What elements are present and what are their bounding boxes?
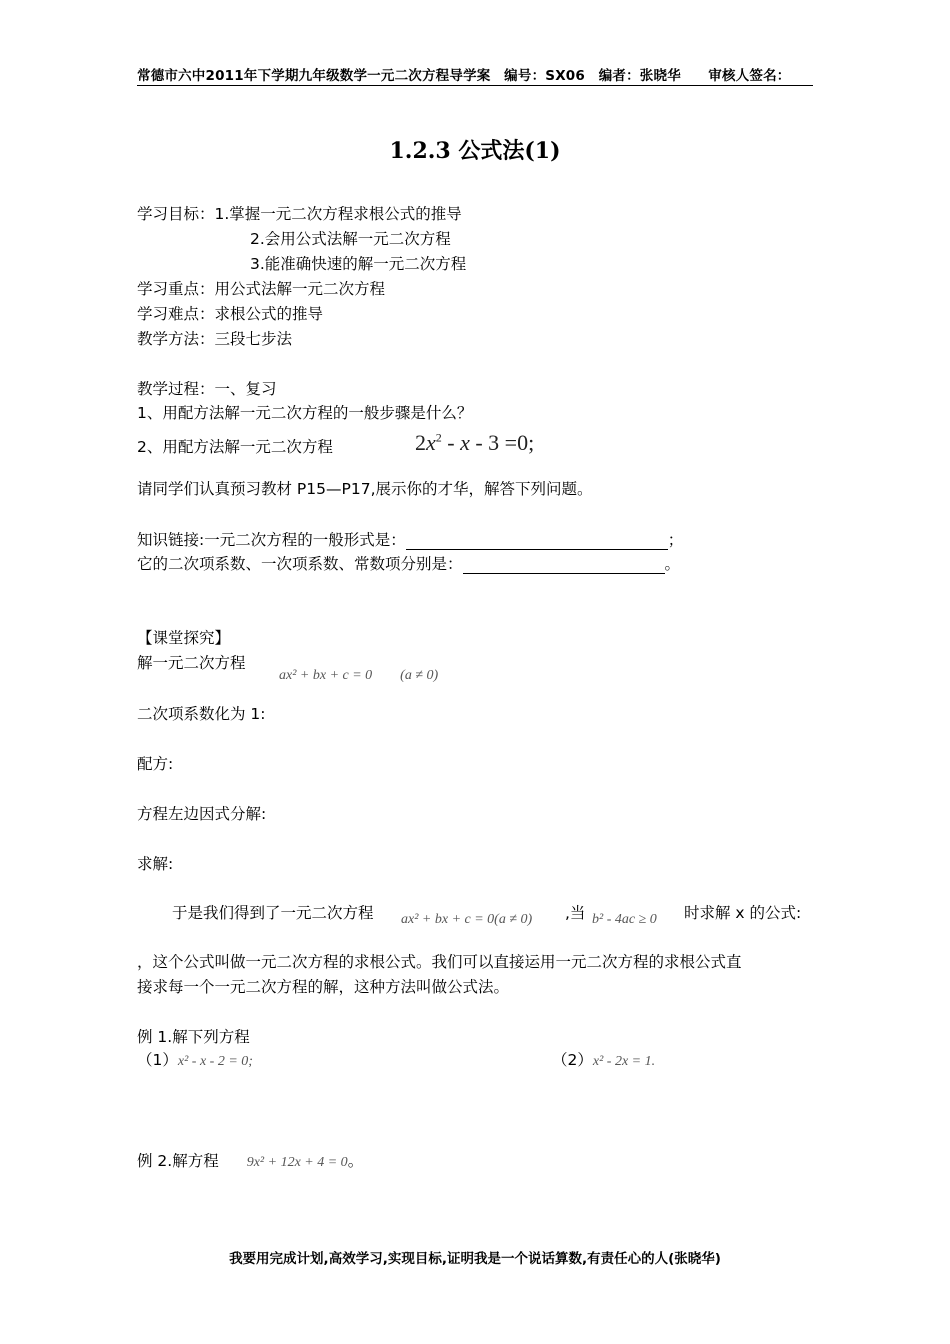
general-equation: ax² + bx + c = 0 (a ≠ 0) bbox=[279, 668, 439, 683]
objective-item: 3.能准确快速的解一元二次方程 bbox=[250, 255, 467, 273]
step-complete-square: 配方: bbox=[137, 755, 174, 773]
objectives-label: 学习目标： bbox=[137, 205, 215, 223]
knowledge-link-2: 它的二次项系数、一次项系数、常数项分别是： 。 bbox=[137, 555, 681, 573]
answer-blank[interactable] bbox=[406, 534, 668, 550]
teaching-method: 教学方法：三段七步法 bbox=[137, 330, 293, 348]
formula-description: ，这个公式叫做一元二次方程的求根公式。我们可以直接运用一元二次方程的求根公式直 bbox=[137, 953, 742, 971]
solve-label: 解一元二次方程 bbox=[137, 654, 246, 672]
step-solve: 求解: bbox=[137, 855, 174, 873]
objective-item: 1.掌握一元二次方程求根公式的推导 bbox=[214, 205, 462, 223]
formula-description: 接求每一个一元二次方程的解，这种方法叫做公式法。 bbox=[137, 978, 510, 996]
knowledge-link-1: 知识链接:一元二次方程的一般形式是： ； bbox=[137, 531, 684, 549]
footer-motto: 我要用完成计划,高效学习,实现目标,证明我是一个说话算数,有责任心的人(张晓华) bbox=[229, 1251, 721, 1267]
discriminant-condition: b² - 4ac ≥ 0 bbox=[592, 912, 657, 927]
review-equation: $2x^2 - x - 3 =0$; bbox=[415, 430, 535, 455]
example-2: 例 2.解方程 9x² + 12x + 4 = 0。 bbox=[137, 1152, 364, 1170]
step-normalize: 二次项系数化为 1: bbox=[137, 705, 266, 723]
conclusion-text: 于是我们得到了一元二次方程 bbox=[172, 904, 374, 922]
key-point: 学习重点：用公式法解一元二次方程 bbox=[137, 280, 386, 298]
conclusion-text: ,当 bbox=[565, 904, 586, 922]
example-1-part-2: （2）x² - 2x = 1. bbox=[552, 1051, 656, 1069]
difficulty: 学习难点：求根公式的推导 bbox=[137, 305, 324, 323]
conclusion-text: 时求解 x 的公式: bbox=[684, 904, 802, 922]
objective-item: 2.会用公式法解一元二次方程 bbox=[250, 230, 451, 248]
page-title: 1.2.3 公式法(1) bbox=[389, 138, 561, 164]
process-heading: 教学过程：一、复习 bbox=[137, 380, 277, 398]
review-question-1: 1、用配方法解一元二次方程的一般步骤是什么？ bbox=[137, 404, 473, 422]
answer-blank[interactable] bbox=[463, 558, 665, 574]
document-header: 常德市六中2011年下学期九年级数学一元二次方程导学案 编号：SX06 编者：张晓华 审核人签名： bbox=[137, 64, 813, 86]
review-question-2: 2、用配方法解一元二次方程 bbox=[137, 438, 333, 456]
step-factor: 方程左边因式分解: bbox=[137, 805, 267, 823]
example-1-part-1: （1）x² - x - 2 = 0; bbox=[137, 1051, 253, 1069]
conclusion-equation: ax² + bx + c = 0(a ≠ 0) bbox=[401, 912, 533, 927]
explore-heading: 【课堂探究】 bbox=[137, 629, 231, 647]
objectives-row bbox=[137, 202, 462, 224]
example-1-label: 例 1.解下列方程 bbox=[137, 1028, 250, 1046]
preview-instruction: 请同学们认真预习教材 P15—P17,展示你的才华，解答下列问题。 bbox=[137, 480, 593, 498]
